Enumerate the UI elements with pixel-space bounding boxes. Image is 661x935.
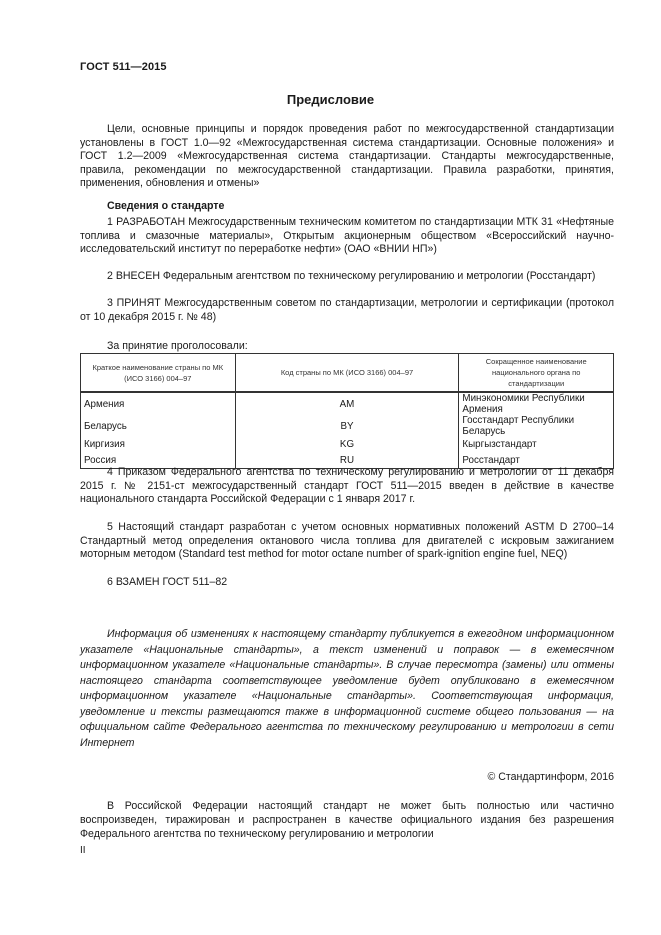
page-number: II	[80, 845, 86, 856]
national-body-cell: Минэкономики Республики Армения	[459, 392, 614, 415]
country-code-cell: BY	[235, 415, 459, 437]
country-name-cell: Армения	[81, 392, 236, 415]
country-code-cell: RU	[235, 453, 459, 469]
header-national-body: Сокращенное наименование национального органа по стандартизации	[459, 354, 614, 393]
item-based-on: 5 Настоящий стандарт разработан с учетом основных нормативных положений ASTM D 2700–14 Стандартный метод определения октанового числа топлива для двигателей с искровым зажиганием моторным методом (Standard test method for motor octane number of spark-ignition engine fuel, NEQ)	[80, 521, 614, 560]
header-country-code: Код страны по МК (ИСО 3166) 004–97	[235, 354, 459, 393]
changes-info-note: Информация об изменениях к настоящему стандарту публикуется в ежегодном информационном указателе «Национальные стандарты», а текст изменений и поправок — в ежемесячном информационном указателе «Национальные стандарты». В случае пересмотра (замены) или отмены настоящего стандарта соответствующее уведомление будет опубликовано в ежемесячном информационном указателе «Национальные стандарты». Соответствующая информация, уведомление и тексты размещаются также в информационной системе общего пользования — на официальном сайте Федерального агентства по техническому регулированию и метрологии в сети Интернет	[80, 628, 614, 749]
item-introduced: 2 ВНЕСЕН Федеральным агентством по техническому регулированию и метрологии (Росстандарт)	[107, 270, 596, 282]
item-replaces: 6 ВЗАМЕН ГОСТ 511–82	[107, 576, 228, 588]
reproduction-notice: В Российской Федерации настоящий стандарт не может быть полностью или частично воспроизведен, тиражирован и распространен в качестве официального издания без разрешения Федерального агентства по техническому регулированию и метрологии	[80, 800, 614, 840]
copyright-line: © Стандартинформ, 2016	[487, 771, 614, 783]
item-adopted: 3 ПРИНЯТ Межгосударственным советом по стандартизации, метрологии и сертификации (протокол от 10 декабря 2015 г. № 48)	[80, 297, 614, 323]
national-body-cell: Госстандарт Республики Беларусь	[459, 415, 614, 437]
table-caption: За принятие проголосовали:	[107, 340, 248, 352]
intro-paragraph: Цели, основные принципы и порядок проведения работ по межгосударственной стандартизации установлены в ГОСТ 1.0—92 «Межгосударственная система стандартизации. Основные положения» и ГОСТ 1.2—2009 «Межгосударственная система стандартизации. Стандарты межгосударственные, правила, рекомендации по межгосударственной стандартизации. Правила разработки, принятия, применения, обновления и отмены»	[80, 123, 614, 189]
national-body-cell: Кыргызстандарт	[459, 437, 614, 453]
section-heading: Сведения о стандарте	[107, 200, 225, 212]
voting-table	[80, 353, 614, 469]
document-code-header: ГОСТ 511—2015	[80, 61, 167, 73]
header-country-name: Краткое наименование страны по МК (ИСО 3166) 004–97	[81, 354, 236, 393]
country-code-cell: KG	[235, 437, 459, 453]
national-body-cell: Росстандарт	[459, 453, 614, 469]
table-row	[81, 415, 614, 437]
item-developed: 1 РАЗРАБОТАН Межгосударственным техническим комитетом по стандартизации МТК 31 «Нефтяные топлива и смазочные материалы», Открытым акционерным обществом «Всероссийский научно-исследовательский институт по переработке нефти» (ОАО «ВНИИ НП»)	[80, 216, 614, 255]
country-code-cell: AM	[235, 392, 459, 415]
country-name-cell: Россия	[81, 453, 236, 469]
table-row	[81, 437, 614, 453]
table-row	[81, 392, 614, 415]
country-name-cell: Беларусь	[81, 415, 236, 437]
item-enacted: 4 Приказом Федерального агентства по техническому регулированию и метрологии от 11 декабря 2015 г. № 2151-ст межгосударственный стандарт ГОСТ 511—2015 введен в действие в качестве национального стандарта Российской Федерации с 1 января 2017 г.	[80, 466, 614, 505]
country-name-cell: Киргизия	[81, 437, 236, 453]
table-header-row	[81, 354, 614, 393]
page-title: Предисловие	[286, 92, 375, 107]
